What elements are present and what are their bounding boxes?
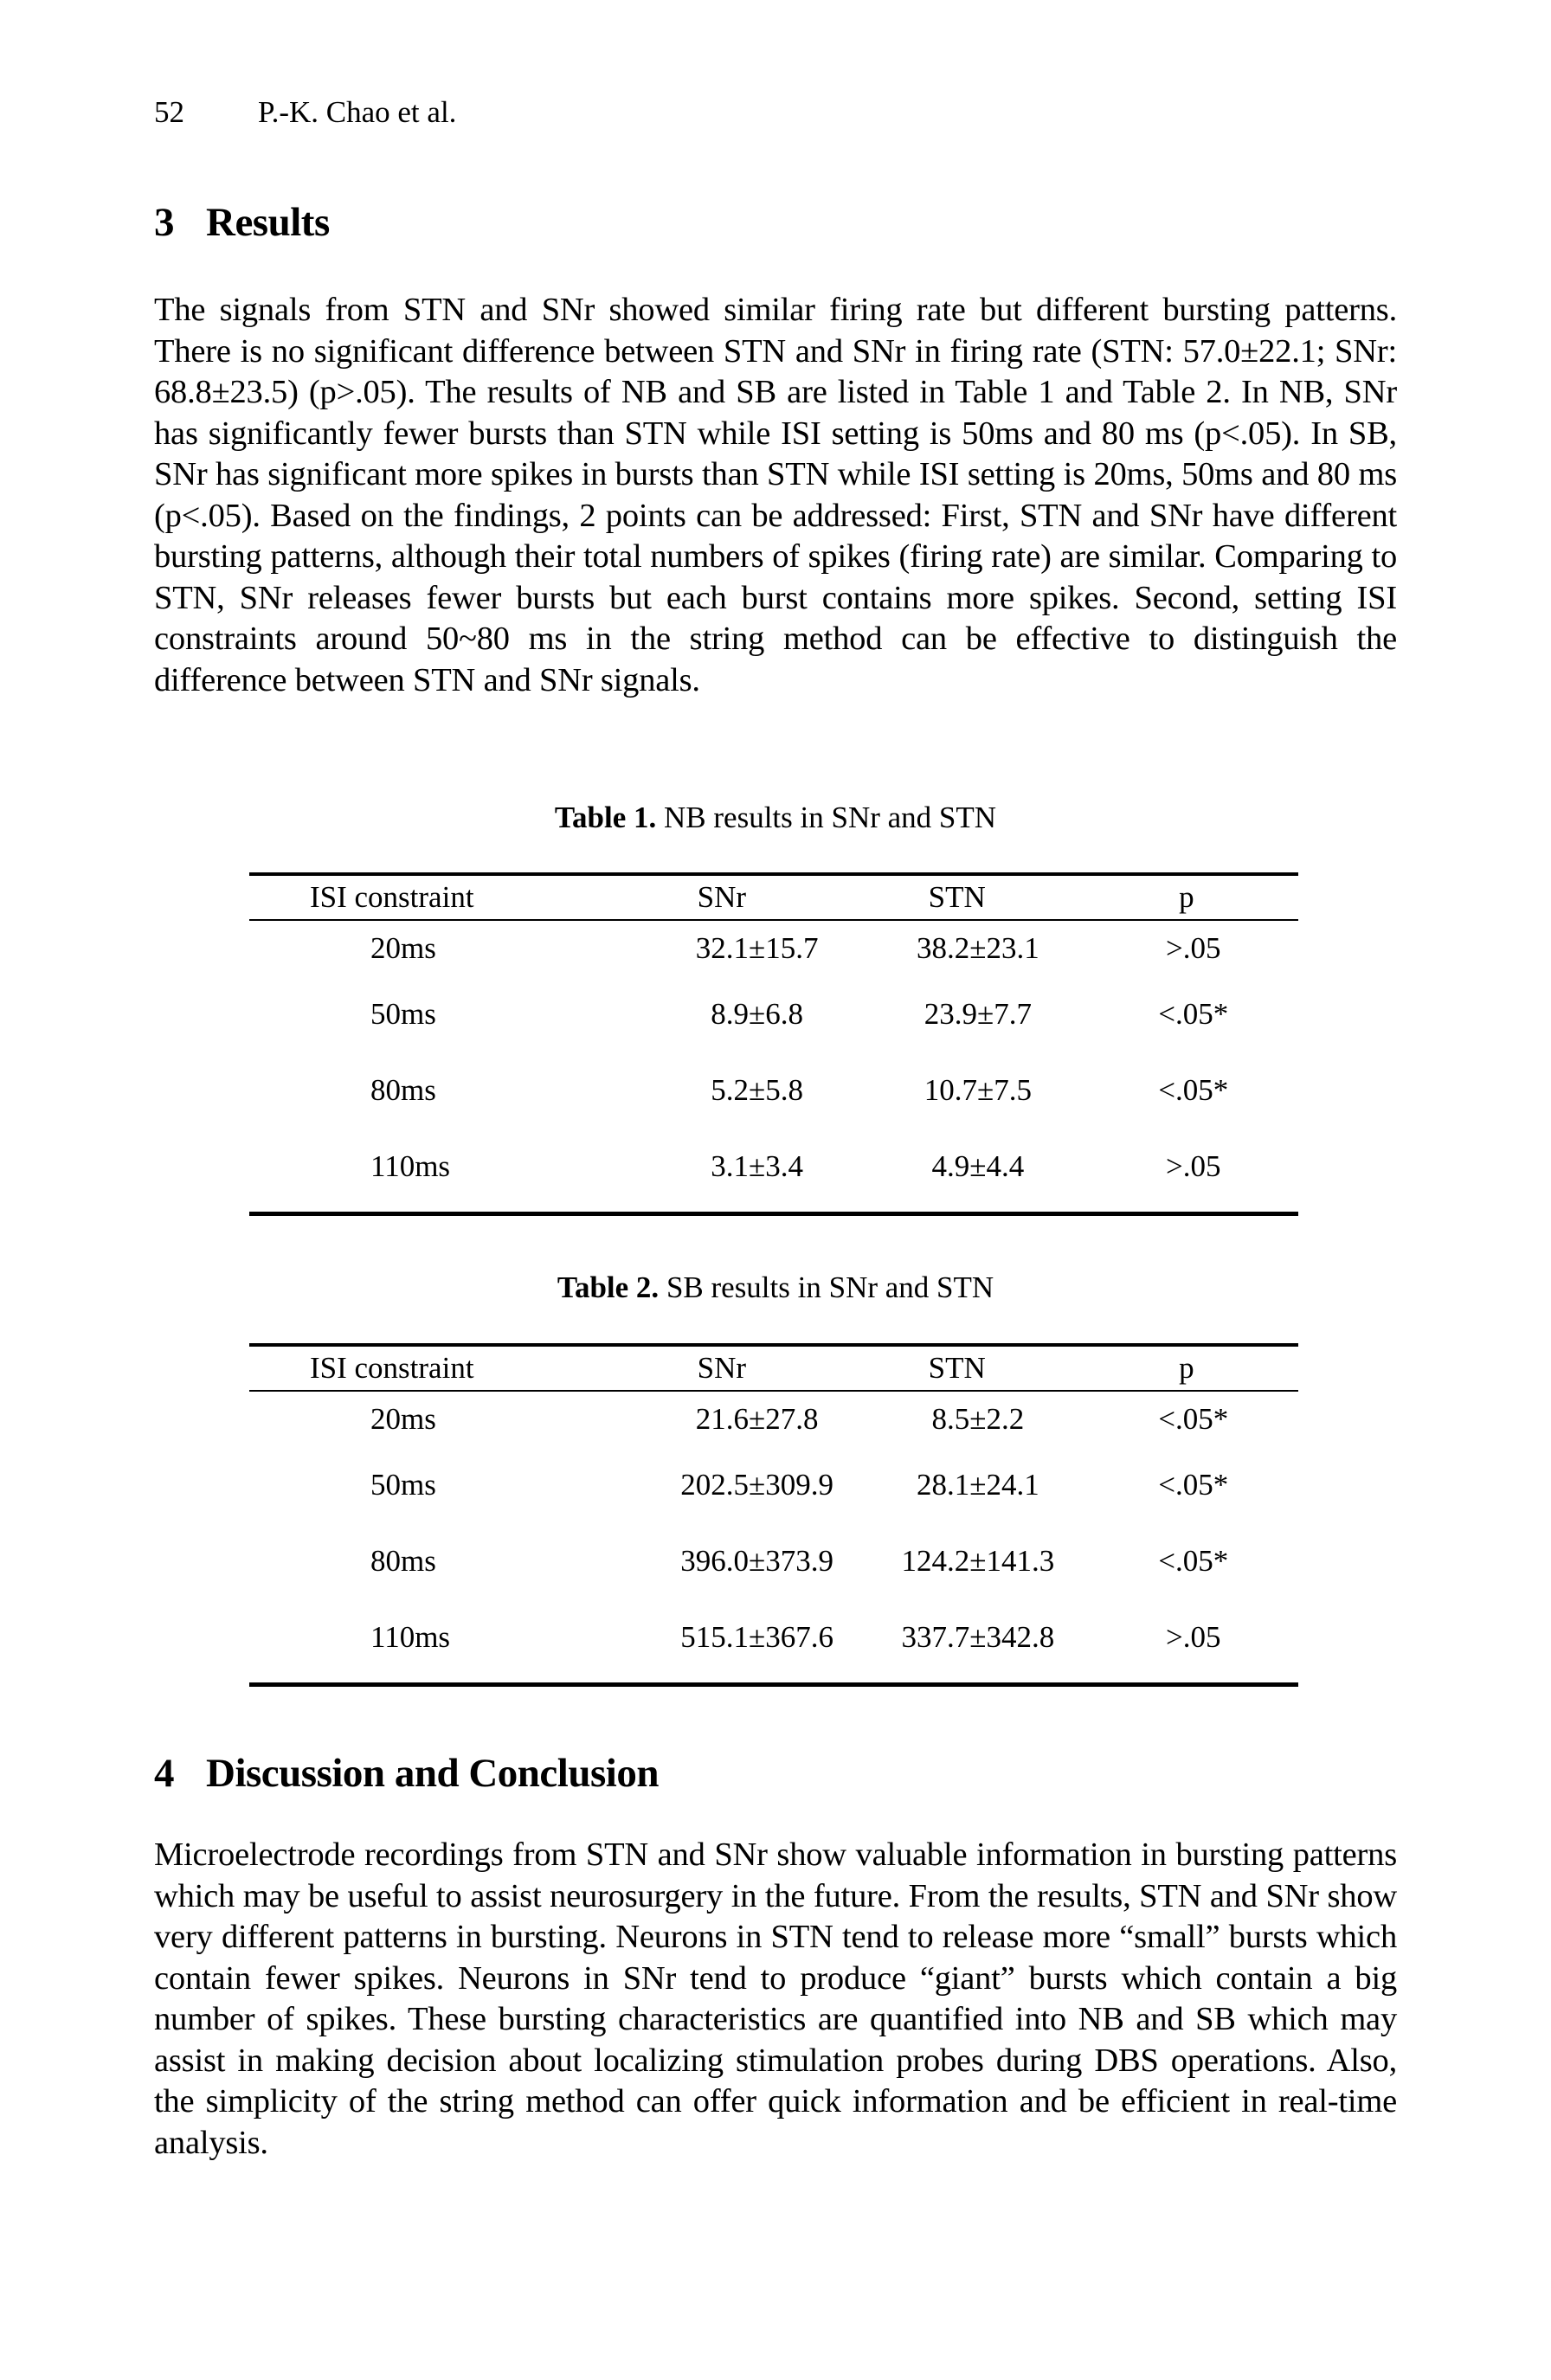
table-cell: 10.7±7.5 [924,1073,1032,1107]
table2-bottom-rule [249,1682,1298,1687]
table1-label: Table 1. [554,801,657,834]
table-cell: <.05* [1158,997,1229,1031]
table-cell: 4.9±4.4 [931,1149,1025,1183]
table-cell: <.05* [1158,1073,1229,1107]
discussion-paragraph: Microelectrode recordings from STN and SNr show valuable information in bursting patterns which may be useful to assist neurosurgery in the future. From the results, STN and SNr show very different patterns in bursting. Neurons in STN tend to release more “small” bursts which contain fewer spikes. Neurons in SNr tend to produce “giant” bursts which contain a big number of spikes. These bursting characteristics are quantified into NB and SB which may assist in making decision about localizing stimulation probes during DBS operations. Also, the simplicity of the string method can offer quick information and be efficient in real-time analysis. [154,1836,1397,2161]
table-cell: 80ms [370,1073,436,1107]
table2-label: Table 2. [557,1270,660,1304]
table-cell: 32.1±15.7 [695,931,819,965]
table-cell: 50ms [370,1468,436,1502]
table-cell: >.05 [1166,1620,1221,1654]
table-row [249,1392,1298,1447]
table2-header-stn: STN [928,1351,986,1385]
running-head [154,95,456,130]
table1-header-p: p [1179,880,1194,914]
table-cell: 38.2±23.1 [917,931,1039,965]
table-cell: <.05* [1158,1468,1229,1502]
table-cell: 396.0±373.9 [680,1544,834,1578]
table-cell: 110ms [370,1149,451,1183]
table-row [249,921,1298,976]
table1-bottom-rule [249,1212,1298,1216]
table-cell: 50ms [370,997,436,1031]
table2-header-p: p [1179,1351,1194,1385]
results-section-number: 3 [154,200,174,245]
page-number: 52 [154,95,184,129]
table1-header-row [249,876,1298,919]
table-cell: 21.6±27.8 [695,1402,819,1436]
table-cell: <.05* [1158,1402,1229,1436]
table-cell: 80ms [370,1544,436,1578]
table-row [249,1052,1298,1129]
table-cell: 124.2±141.3 [901,1544,1055,1578]
table2-caption-text: SB results in SNr and STN [666,1270,994,1304]
table2-header-rule [249,1390,1298,1392]
table-cell: 20ms [370,931,436,965]
table2-caption [154,1270,1397,1305]
table-cell: >.05 [1166,1149,1221,1183]
table-cell: >.05 [1166,931,1221,965]
table2-header-row [249,1347,1298,1390]
table2-header-isi: ISI constraint [310,1351,474,1385]
table-cell: <.05* [1158,1544,1229,1578]
results-heading [154,199,330,246]
table-row [249,1599,1298,1676]
running-head-authors: P.-K. Chao et al. [258,95,457,129]
table-row [249,1129,1298,1205]
table-cell: 337.7±342.8 [901,1620,1055,1654]
table1-header-stn: STN [928,880,986,914]
discussion-heading [154,1750,659,1797]
table1-header-rule [249,919,1298,921]
table-row [249,976,1298,1052]
table-row [249,1447,1298,1523]
discussion-section-number: 4 [154,1751,174,1796]
table-cell: 20ms [370,1402,436,1436]
table-cell: 23.9±7.7 [924,997,1032,1031]
results-section-title: Results [206,200,330,245]
table-cell: 5.2±5.8 [711,1073,804,1107]
table2 [249,1343,1298,1687]
discussion-section-title: Discussion and Conclusion [206,1751,659,1796]
table-cell: 8.9±6.8 [711,997,804,1031]
table-cell: 3.1±3.4 [711,1149,804,1183]
table-cell: 515.1±367.6 [680,1620,834,1654]
table-cell: 110ms [370,1620,451,1654]
table1 [249,872,1298,1216]
table-cell: 28.1±24.1 [917,1468,1039,1502]
results-paragraph: The signals from STN and SNr showed similar firing rate but different bursting patterns. There is no significant difference between STN and SNr in firing rate (STN: 57.0±22.1; SNr: 68.8±23.5) (p>.05). The results of NB and SB are listed in Table 1 and Table 2. In NB, SNr has significantly fewer bursts than STN while ISI setting is 50ms and 80 ms (p<.05). In SB, SNr has significant more spikes in bursts than STN while ISI setting is 20ms, 50ms and 80 ms (p<.05). Based on the findings, 2 points can be addressed: First, STN and SNr have different bursting patterns, although their total numbers of spikes (firing rate) are similar. Comparing to STN, SNr releases fewer bursts but each burst contains more spikes. Second, setting ISI constraints around 50~80 ms in the string method can be effective to distinguish the difference between STN and SNr signals. [154,292,1397,698]
table2-header-snr: SNr [697,1351,747,1385]
table1-caption [154,801,1397,835]
table-cell: 8.5±2.2 [931,1402,1025,1436]
table-cell: 202.5±309.9 [680,1468,834,1502]
table1-caption-text: NB results in SNr and STN [664,801,997,834]
table1-header-isi: ISI constraint [310,880,474,914]
table-row [249,1523,1298,1599]
table1-header-snr: SNr [697,880,747,914]
